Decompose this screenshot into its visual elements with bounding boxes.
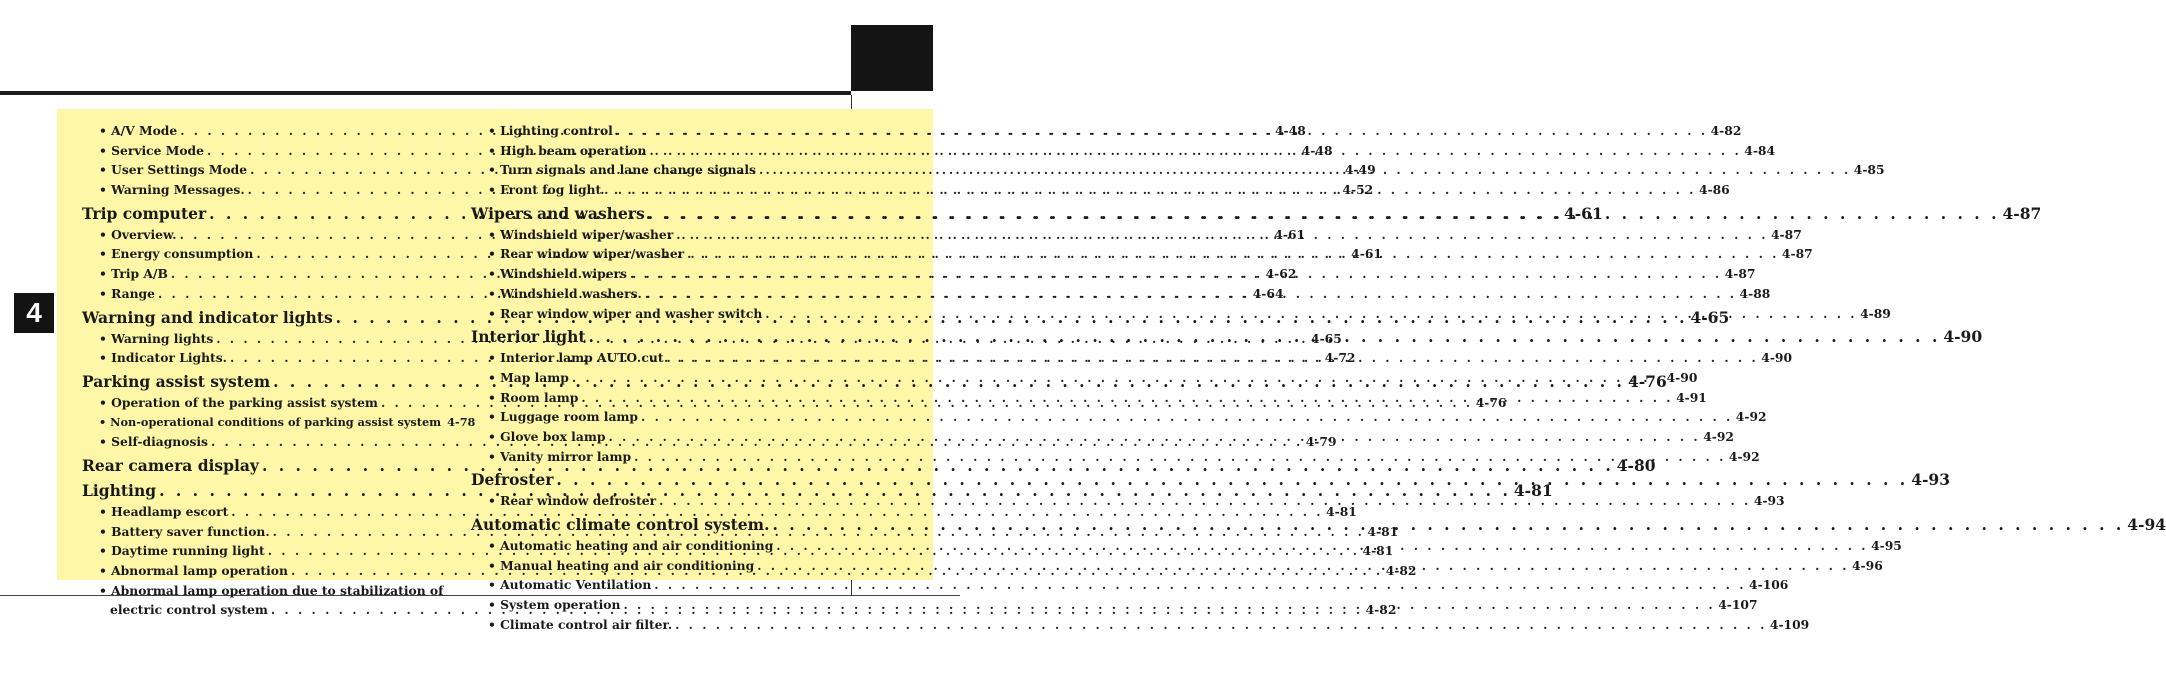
toc-page-number: 4-76 [1627, 371, 1667, 391]
toc-subentry[interactable] [471, 577, 1789, 597]
dot-leader [572, 370, 1664, 385]
toc-entry-label: • Self-diagnosis [99, 434, 208, 450]
toc-page-number: 4-81 [1362, 543, 1394, 559]
toc-entry-label: • Rear window wiper and washer switch [488, 305, 763, 321]
toc-entry-label: • Climate control air filter. [488, 616, 673, 632]
toc-subentry[interactable] [82, 503, 1357, 524]
toc-page-number: 4-48 [1301, 142, 1333, 158]
toc-page-number: 4-92 [1703, 428, 1734, 444]
dot-leader [630, 266, 1722, 281]
toc-entry-label: • Abnormal lamp operation [99, 563, 288, 578]
toc-entry-label: • User Settings Mode [99, 162, 248, 178]
toc-entry-label: • Range [99, 285, 155, 301]
toc-page-number: 4-81 [1513, 480, 1553, 500]
toc-page-number: 4-79 [1305, 434, 1337, 450]
dot-leader [667, 350, 1759, 365]
toc-entry-label: • High beam operation [488, 142, 647, 158]
toc-page-number: 4-93 [1753, 493, 1785, 509]
toc-page-number: 4-92 [1735, 409, 1767, 425]
toc-entry-label: • Energy consumption [99, 246, 254, 262]
toc-entry-label: • Warning lights [99, 330, 214, 346]
toc-page-number: 4-80 [1616, 455, 1656, 475]
dot-leader [623, 597, 1715, 612]
toc-page-number: 4-76 [1475, 394, 1507, 410]
toc-entry-label: • Glove box lamp [488, 428, 606, 444]
toc-page-number: 4-78 [447, 414, 476, 429]
toc-entry-label: • Headlamp escort [99, 503, 229, 519]
dot-leader [581, 390, 1673, 405]
dot-leader [589, 327, 1941, 346]
chapter-badge: 4 [14, 293, 54, 333]
toc-entry-label: • Rear window wiper/washer [488, 246, 685, 262]
toc-entry-label: Warning and indicator lights [82, 307, 333, 327]
chapter-tab-block [851, 25, 933, 91]
toc-entry-label: Wipers and washers [471, 203, 645, 223]
toc-page-number: 4-93 [1911, 470, 1950, 490]
toc-entry-label: • Indicator Lights. [99, 350, 227, 366]
toc-page-number: 4-94 [2127, 515, 2166, 534]
toc-entry-label: Automatic climate control system. [471, 515, 770, 534]
toc-page-number: 4-82 [1385, 563, 1417, 578]
toc-page-number: 4-96 [1851, 557, 1883, 573]
toc-page-number: 4-89 [1860, 305, 1891, 321]
toc-page-number: 4-85 [1853, 162, 1885, 178]
toc-page-number: 4-72 [1324, 350, 1356, 366]
toc-page-number: 4-61 [1351, 246, 1382, 262]
dot-leader [641, 409, 1733, 424]
toc-entry-label: • Overview. [99, 226, 177, 242]
toc-page-number: 4-90 [1943, 327, 1983, 347]
dot-leader [654, 577, 1746, 592]
toc-entry-label: Trip computer [82, 203, 207, 223]
dot-leader [772, 515, 2124, 534]
toc-page-number: 4-92 [1728, 448, 1760, 464]
toc-entry-label: • Battery saver function. [99, 523, 270, 539]
top-rule [0, 91, 851, 95]
dot-leader [759, 162, 1851, 177]
toc-page-number: 4-82 [1710, 123, 1742, 138]
toc-entry-label: • Vanity mirror lamp [488, 448, 632, 464]
toc-page-number: 4-109 [1769, 616, 1810, 632]
toc-entry-label: • Trip A/B [99, 266, 168, 282]
toc-entry-label: • Luggage room lamp [488, 409, 639, 425]
toc-entry-label: • Daytime running light [99, 543, 265, 559]
toc-page-number: 4-82 [1365, 602, 1397, 618]
toc-page-number: 4-52 [1342, 182, 1374, 198]
toc-page-number: 4-64 [1252, 285, 1284, 301]
toc-entry-label: • Lighting control [488, 123, 613, 138]
toc-entry-label: Parking assist system [82, 371, 271, 391]
toc-page-number: 4-90 [1761, 350, 1793, 366]
toc-page-number: 4-90 [1666, 369, 1698, 385]
toc-page-number: 4-61 [1563, 203, 1603, 223]
dot-leader [765, 306, 1857, 321]
dot-leader [659, 493, 1751, 508]
toc-entry-label: • Operation of the parking assist system [99, 394, 378, 410]
toc-page-number: 4-84 [1744, 142, 1776, 158]
dot-leader [604, 182, 1696, 197]
toc-page-number: 4-87 [1781, 246, 1813, 262]
toc-entry-label: • Map lamp [488, 369, 569, 385]
toc-entry-label: • Windshield wiper/washer [488, 226, 674, 242]
toc-page-number: 4-87 [1771, 226, 1802, 242]
toc-entry-label: • Automatic Ventilation [488, 577, 652, 593]
toc-entry-label: • Windshield wipers [488, 266, 627, 282]
dot-leader [556, 470, 1908, 489]
dot-leader [776, 538, 1868, 553]
dot-leader [675, 617, 1767, 632]
toc-entry-label: • Front fog light [488, 182, 602, 198]
toc-entry-label: • System operation [488, 597, 621, 613]
toc-entry-label: • Abnormal lamp operation due to stabilization of [99, 582, 444, 598]
toc-page-number: 4-65 [1690, 307, 1730, 327]
toc-entry-label: Defroster [471, 470, 554, 490]
toc-page-number: 4-87 [2002, 203, 2042, 223]
toc-entry-label: • Non-operational conditions of parking assist system [99, 414, 442, 429]
toc-page-number: 4-86 [1698, 182, 1730, 198]
toc-entry-label: • Manual heating and air conditioning [488, 557, 755, 573]
toc-page-number: 4-62 [1265, 266, 1297, 282]
toc-entry-label: • Turn signals and lane change signals [488, 162, 756, 178]
toc-entry-label: • Rear window defroster [488, 493, 657, 509]
dot-leader [616, 123, 1708, 138]
toc-page-number: 4-95 [1871, 538, 1902, 553]
dot-leader [757, 558, 1849, 573]
dot-leader [645, 286, 1737, 301]
toc-entry-label: Lighting [82, 480, 157, 500]
toc-subentry[interactable] [471, 409, 1767, 429]
toc-page-number: 4-88 [1739, 285, 1771, 301]
toc-subentry[interactable] [82, 582, 444, 603]
dot-leader [608, 429, 1700, 444]
toc-entry-label: • Service Mode [99, 142, 204, 158]
toc-subentry[interactable] [82, 414, 476, 435]
toc-page-number: 4-65 [1311, 330, 1342, 346]
toc-page-number: 4-49 [1344, 162, 1376, 178]
toc-entry-label: Rear camera display [82, 455, 259, 475]
dot-leader [676, 227, 1768, 242]
toc-entry-label: • Automatic heating and air conditioning [488, 538, 774, 553]
dot-leader [634, 449, 1726, 464]
toc-entry-label: • Windshield washers. [488, 285, 642, 301]
toc-entry-label: • Warning Messages. [99, 182, 245, 198]
toc-page-number: 4-48 [1275, 123, 1306, 138]
toc-entry-label: electric control system [110, 602, 268, 618]
toc-entry-label: • A/V Mode [99, 123, 178, 138]
dot-leader [648, 204, 2000, 223]
toc-page-number: 4-61 [1274, 226, 1306, 242]
dot-leader [650, 143, 1742, 158]
toc-subentry[interactable] [471, 616, 1810, 637]
toc-entry-label: • Room lamp [488, 389, 579, 405]
toc-page-number: 4-81 [1326, 503, 1357, 519]
toc-entry-label: • Interior lamp AUTO cut [488, 350, 664, 366]
toc-page-number: 4-91 [1676, 389, 1707, 405]
toc-page-number: 4-87 [1724, 266, 1756, 282]
toc-page-number: 4-106 [1749, 577, 1789, 593]
toc-entry-label: Interior light [471, 327, 586, 347]
toc-page-number: 4-107 [1718, 597, 1758, 613]
dot-leader [687, 246, 1779, 261]
toc-page-number: 4-81 [1367, 523, 1399, 539]
